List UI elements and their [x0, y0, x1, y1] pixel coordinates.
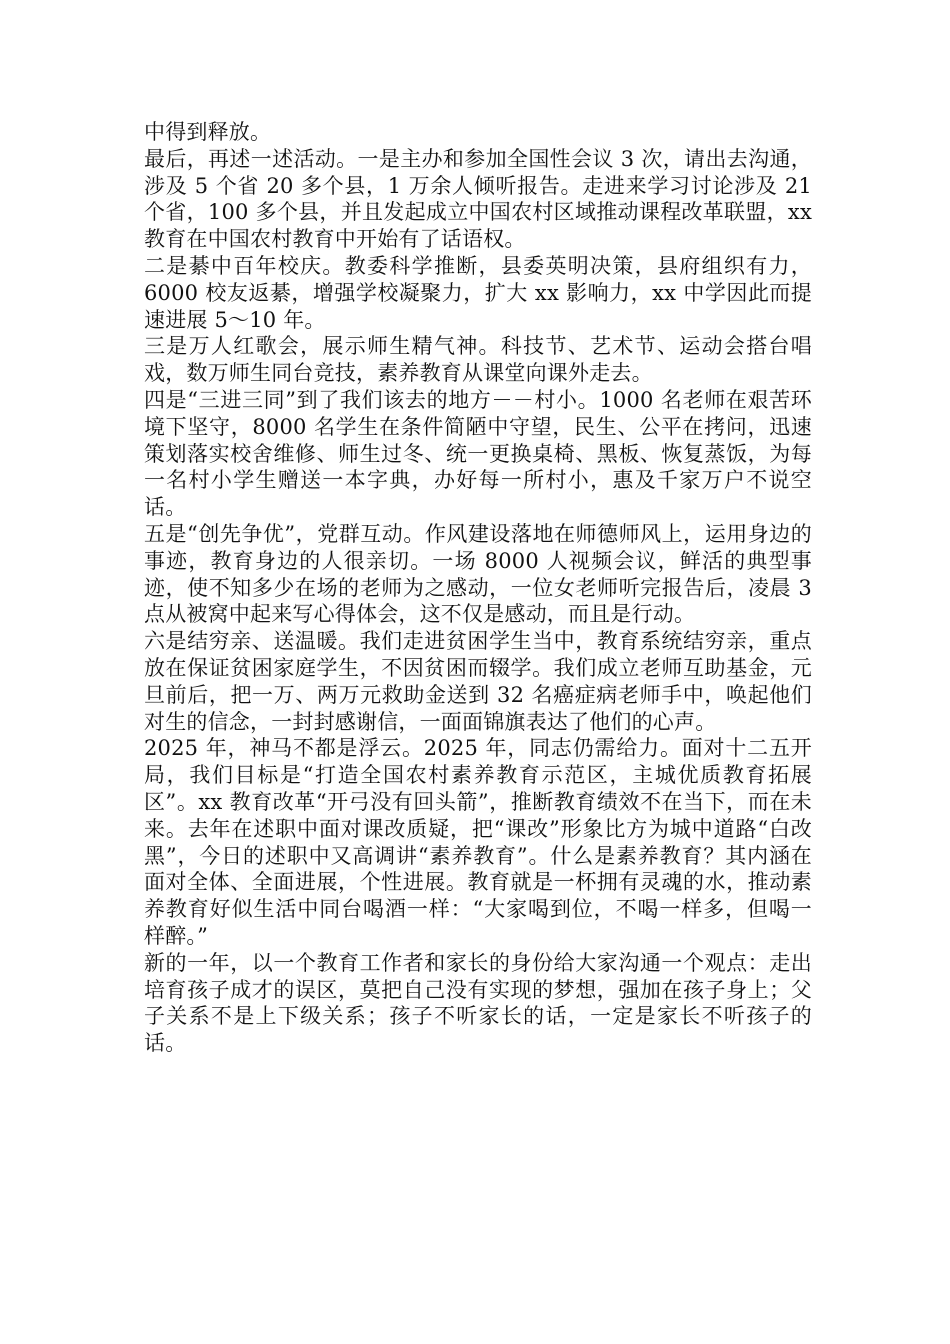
paragraph-excellence: 五是“创先争优”，党群互动。作风建设落地在师德师风上，运用身边的事迹，教育身边的人很亲切。一场 8000 人视频会议，鲜活的典型事迹，使不知多少在场的老师为之感动，一位女老师听完报告后，凌晨 3 点从被窝中起来写心得体会，这不仅是感动，而且是行动。	[144, 521, 812, 627]
paragraph-new-year: 新的一年，以一个教育工作者和家长的身份给大家沟通一个观点：走出培育孩子成才的误区，莫把自己没有实现的梦想，强加在孩子身上；父子关系不是上下级关系；孩子不听家长的话，一定是家长不听孩子的话。	[144, 950, 812, 1056]
paragraph-village-school: 四是“三进三同”到了我们该去的地方－－村小。1000 名老师在艰苦环境下坚守，8000 名学生在条件简陋中守望，民生、公平在拷问，迅速策划落实校舍维修、师生过冬、统一更换桌椅、黑板、恢复蒸饭，为每一名村小学生赠送一本字典，办好每一所村小，惠及千家万户不说空话。	[144, 387, 812, 520]
paragraph-continuation: 中得到释放。	[144, 120, 272, 144]
paragraph-activities: 最后，再述一述活动。一是主办和参加全国性会议 3 次，请出去沟通，涉及 5 个省 20 多个县，1 万余人倾听报告。走进来学习讨论涉及 21 个省，100 多个县，并且发起成立中国农村区域推动课程改革联盟，xx 教育在中国农村教育中开始有了话语权。	[144, 146, 812, 252]
body-text	[144, 119, 812, 1057]
paragraph-warmth: 六是结穷亲、送温暖。我们走进贫困学生当中，教育系统结穷亲，重点放在保证贫困家庭学生，不因贫困而辍学。我们成立老师互助基金，元旦前后，把一万、两万元救助金送到 32 名癌症病老师手中，唤起他们对生的信念，一封封感谢信，一面面锦旗表达了他们的心声。	[144, 629, 812, 734]
paragraph-red-song: 三是万人红歌会，展示师生精气神。科技节、艺术节、运动会搭台唱戏，数万师生同台竞技，素养教育从课堂向课外走去。	[144, 334, 812, 386]
paragraph-2025: 2025 年，神马不都是浮云。2025 年，同志仍需给力。面对十二五开局，我们目标是“打造全国农村素养教育示范区，主城优质教育拓展区”。xx 教育改革“开弓没有回头箭”，推断教育绩效不在当下，而在未来。去年在述职中面对课改质疑，把“课改”形象比方为城中道路“白改黑”，今日的述职中又高调讲“素养教育”。什么是素养教育？其内涵在面对全体、全面进展，个性进展。教育就是一杯拥有灵魂的水，推动素养教育好似生活中同台喝酒一样：“大家喝到位，不喝一样多，但喝一样醉。”	[144, 736, 812, 948]
paragraph-anniversary: 二是綦中百年校庆。教委科学推断，县委英明决策，县府组织有力，6000 校友返綦，增强学校凝聚力，扩大 xx 影响力，xx 中学因此而提速进展 5～10 年。	[144, 253, 812, 332]
